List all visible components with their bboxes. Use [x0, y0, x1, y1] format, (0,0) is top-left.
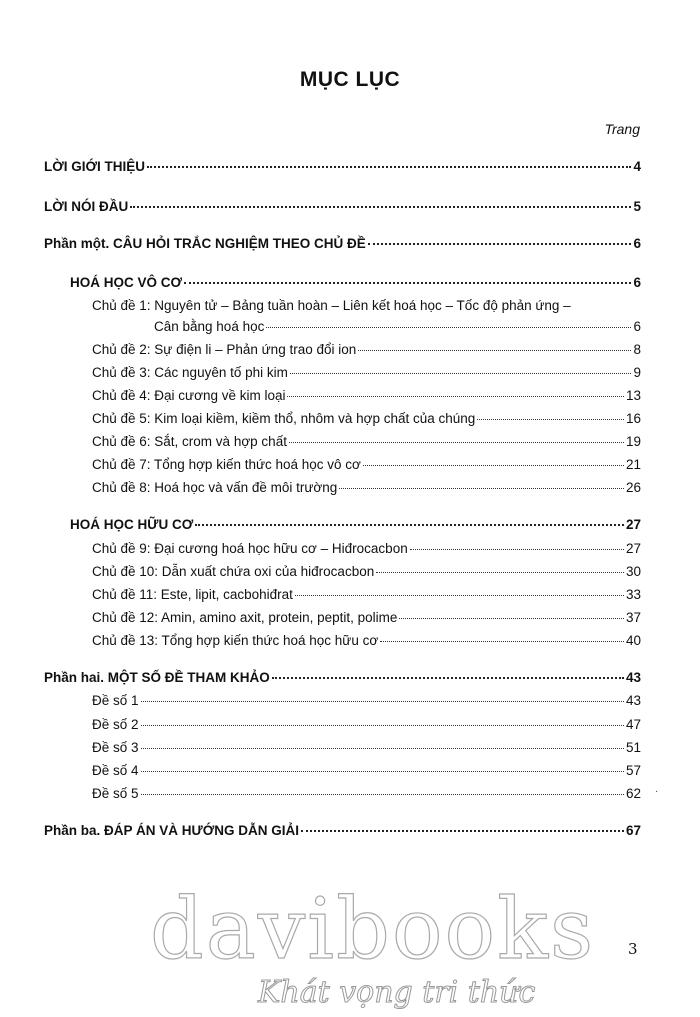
- toc-entry-label: Chủ đề 6: Sắt, crom và hợp chất: [92, 434, 287, 449]
- toc-entry-page: 57: [625, 763, 641, 778]
- toc-entry-page: 8: [633, 342, 641, 357]
- toc-entry-page: 62: [625, 786, 641, 801]
- stray-mark: ·: [655, 786, 659, 797]
- toc-entry-part3[interactable]: [44, 822, 641, 839]
- toc-entry-label: LỜI NÓI ĐẦU: [44, 199, 129, 214]
- toc-entry-page: 30: [625, 564, 641, 579]
- toc-entry-label: Đề số 4: [92, 763, 139, 778]
- page-title: MỤC LỤC: [299, 68, 401, 91]
- toc-entry-page: 6: [633, 236, 641, 251]
- toc-entry-page: 51: [625, 740, 641, 755]
- toc-entry-page: 4: [633, 159, 641, 174]
- dot-leader: [141, 794, 624, 795]
- toc-entry-page: 26: [625, 480, 641, 495]
- toc-exam-4[interactable]: [92, 762, 641, 779]
- toc-topic-7[interactable]: [92, 456, 641, 473]
- toc-entry-label: Đề số 1: [92, 693, 139, 708]
- toc-entry-label: Chủ đề 4: Đại cương về kim loại: [92, 388, 286, 403]
- toc-entry-part1[interactable]: [44, 235, 641, 252]
- toc-entry-label: HOÁ HỌC VÔ CƠ: [70, 275, 183, 290]
- watermark-slogan: Khát vọng tri thức: [258, 975, 536, 1010]
- toc-entry-page: 27: [625, 541, 641, 556]
- toc-entry-page: 16: [625, 411, 641, 426]
- toc-entry-label: Phần một. CÂU HỎI TRẮC NGHIỆM THEO CHỦ ĐỀ: [44, 236, 366, 251]
- toc-topic-4[interactable]: [92, 387, 641, 404]
- dot-leader: [266, 327, 631, 328]
- toc-exam-5[interactable]: [92, 785, 641, 802]
- toc-topic-6[interactable]: [92, 433, 641, 450]
- toc-entry-label: Chủ đề 9: Đại cương hoá học hữu cơ – Hiđrocacbon: [92, 541, 408, 556]
- dot-leader: [195, 524, 624, 526]
- toc-entry-label: HOÁ HỌC HỮU CƠ: [70, 517, 194, 532]
- toc-entry-page: 43: [625, 693, 641, 708]
- toc-entry-page: 40: [625, 633, 641, 648]
- dot-leader: [141, 701, 624, 702]
- toc-entry-label: Cân bằng hoá học: [154, 319, 265, 334]
- dot-leader: [147, 166, 631, 168]
- toc-exam-3[interactable]: [92, 739, 641, 756]
- toc-topic-10[interactable]: [92, 563, 641, 580]
- dot-leader: [295, 595, 624, 596]
- dot-leader: [141, 748, 624, 749]
- toc-entry-page: 21: [625, 457, 641, 472]
- dot-leader: [358, 350, 631, 351]
- toc-entry-label: Chủ đề 12: Amin, amino axit, protein, peptit, polime: [92, 610, 398, 625]
- dot-leader: [141, 725, 624, 726]
- toc-topic-3[interactable]: [92, 364, 641, 381]
- toc-entry-page: 6: [633, 319, 641, 334]
- toc-entry-page: 9: [633, 365, 641, 380]
- toc-topic-1[interactable]: [154, 318, 641, 335]
- toc-topic-12[interactable]: [92, 609, 641, 626]
- toc-entry-page: 33: [625, 587, 641, 602]
- toc-topic-9[interactable]: [92, 540, 641, 557]
- dot-leader: [410, 549, 624, 550]
- toc-entry-page: 67: [625, 823, 641, 838]
- toc-exam-1[interactable]: [92, 692, 641, 709]
- toc-topic-1-line1[interactable]: Chủ đề 1: Nguyên tử – Bảng tuần hoàn – Liên kết hoá học – Tốc độ phản ứng –: [92, 298, 571, 313]
- toc-topic-13[interactable]: [92, 632, 641, 649]
- dot-leader: [272, 677, 624, 679]
- toc-entry-label: Chủ đề 8: Hoá học và vấn đề môi trường: [92, 480, 338, 495]
- toc-entry-label: Chủ đề 2: Sự điện li – Phản ứng trao đổi ion: [92, 342, 357, 357]
- dot-leader: [289, 442, 624, 443]
- toc-topic-11[interactable]: [92, 586, 641, 603]
- toc-entry-label: LỜI GIỚI THIỆU: [44, 159, 146, 174]
- toc-topic-5[interactable]: [92, 410, 641, 427]
- toc-entry-page: 43: [625, 670, 641, 685]
- page-column-label: Trang: [604, 121, 640, 137]
- watermark-logo: davibooks: [150, 880, 596, 978]
- dot-leader: [376, 572, 624, 573]
- dot-leader: [380, 641, 624, 642]
- toc-entry-label: Phần ba. ĐÁP ÁN VÀ HƯỚNG DẪN GIẢI: [44, 823, 299, 838]
- toc-entry-label: Chủ đề 10: Dẫn xuất chứa oxi của hiđrocacbon: [92, 564, 375, 579]
- dot-leader: [477, 419, 624, 420]
- dot-leader: [141, 771, 624, 772]
- toc-entry-page: 6: [633, 275, 641, 290]
- dot-leader: [287, 396, 623, 397]
- dot-leader: [399, 618, 624, 619]
- toc-entry-label: Phần hai. MỘT SỐ ĐỀ THAM KHẢO: [44, 670, 270, 685]
- dot-leader: [184, 282, 631, 284]
- toc-entry-part2[interactable]: [44, 669, 641, 686]
- toc-entry-foreword[interactable]: [44, 198, 641, 215]
- toc-entry-page: 19: [625, 434, 641, 449]
- toc-topic-8[interactable]: [92, 479, 641, 496]
- toc-entry-label: Chủ đề 7: Tổng hợp kiến thức hoá học vô cơ: [92, 457, 361, 472]
- toc-entry-label: Chủ đề 11: Este, lipit, cacbohiđrat: [92, 587, 293, 602]
- toc-entry-label: Chủ đề 3: Các nguyên tố phi kim: [92, 365, 288, 380]
- dot-leader: [363, 465, 624, 466]
- toc-entry-label: Chủ đề 5: Kim loại kiềm, kiềm thổ, nhôm và hợp chất của chúng: [92, 411, 476, 426]
- toc-entry-page: 13: [625, 388, 641, 403]
- dot-leader: [130, 206, 631, 208]
- toc-entry-page: 5: [633, 199, 641, 214]
- dot-leader: [368, 243, 632, 245]
- toc-entry-label: Chủ đề 13: Tổng hợp kiến thức hoá học hữu cơ: [92, 633, 379, 648]
- toc-entry-page: 27: [625, 517, 641, 532]
- dot-leader: [301, 830, 624, 832]
- toc-entry-page: 37: [625, 610, 641, 625]
- page-number: 3: [628, 940, 638, 958]
- dot-leader: [339, 488, 624, 489]
- toc-topic-2[interactable]: [92, 341, 641, 358]
- toc-exam-2[interactable]: [92, 716, 641, 733]
- dot-leader: [290, 373, 632, 374]
- toc-section-inorganic[interactable]: [70, 274, 641, 291]
- toc-entry-label: Đề số 3: [92, 740, 139, 755]
- toc-entry-label: Đề số 5: [92, 786, 139, 801]
- toc-entry-page: 47: [625, 717, 641, 732]
- toc-section-organic[interactable]: [70, 516, 641, 533]
- toc-entry-intro[interactable]: [44, 158, 641, 175]
- toc-entry-label: Đề số 2: [92, 717, 139, 732]
